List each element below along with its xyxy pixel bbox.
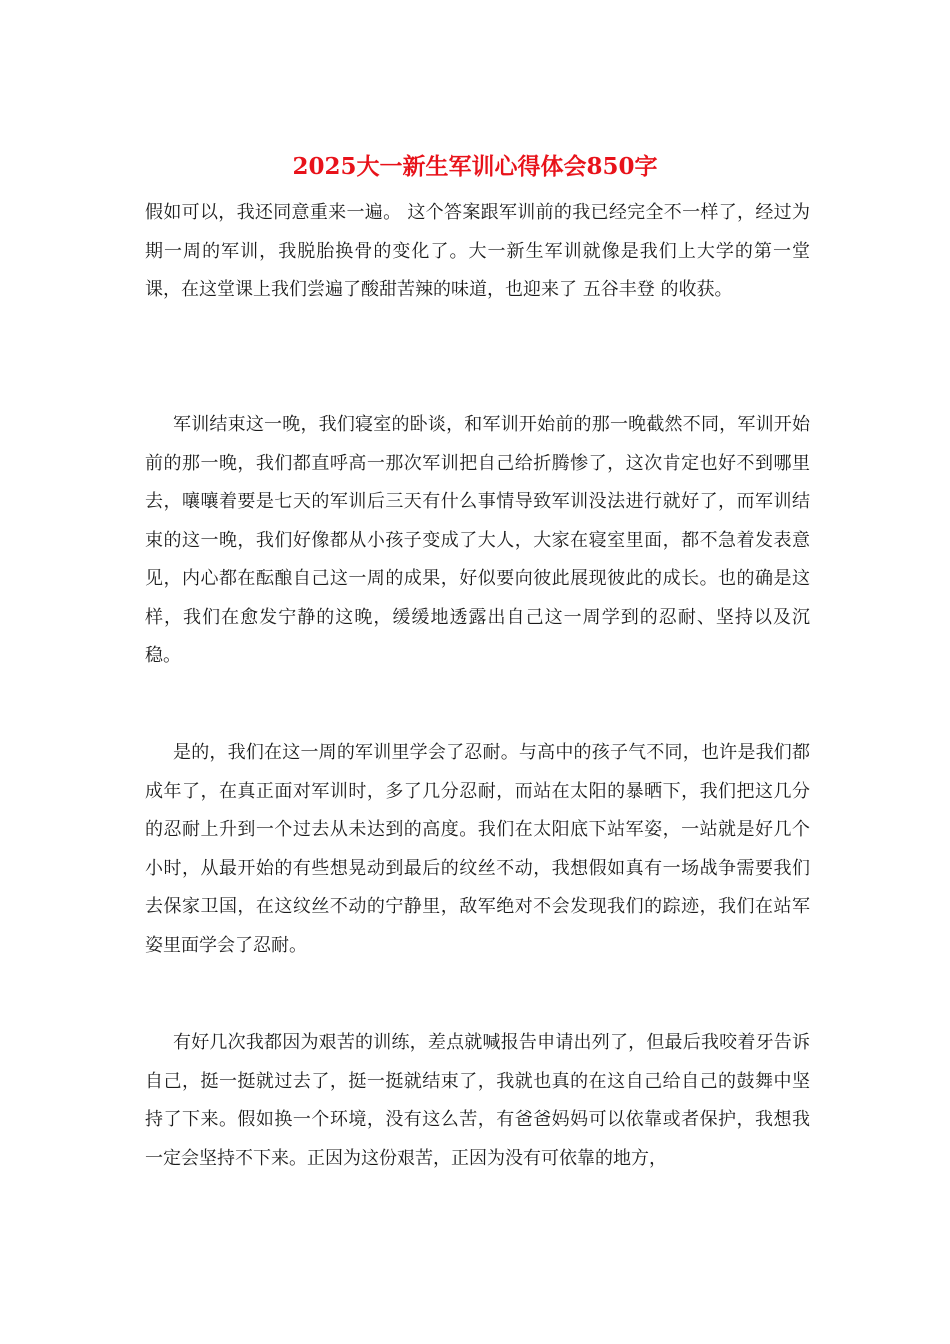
document-title: 2025大一新生军训心得体会850字 <box>292 153 658 180</box>
paragraph-3: 是的，我们在这一周的军训里学会了忍耐。与高中的孩子气不同，也许是我们都成年了，在真正面对军训时，多了几分忍耐，而站在太阳的暴晒下，我们把这几分的忍耐上升到一个过去从未达到的高度。我们在太阳底下站军姿，一站就是好几个小时，从最开始的有些想晃动到最后的纹丝不动，我想假如真有一场战争需要我们去保家卫国，在这纹丝不动的宁静里，敌军绝对不会发现我们的踪迹，我们在站军姿里面学会了忍耐。 <box>145 742 810 956</box>
paragraph-4: 有好几次我都因为艰苦的训练，差点就喊报告申请出列了，但最后我咬着牙告诉自己，挺一挺就过去了，挺一挺就结束了，我就也真的在这自己给自己的鼓舞中坚持了下来。假如换一个环境，没有这么苦，有爸爸妈妈可以依靠或者保护，我想我一定会坚持不下来。正因为这份艰苦，正因为没有可依靠的地方， <box>145 1032 810 1169</box>
paragraph-2: 军训结束这一晚，我们寝室的卧谈，和军训开始前的那一晚截然不同，军训开始前的那一晚，我们都直呼高一那次军训把自己给折腾惨了，这次肯定也好不到哪里去，嚷嚷着要是七天的军训后三天有什么事情导致军训没法进行就好了，而军训结束的这一晚，我们好像都从小孩子变成了大人，大家在寝室里面，都不急着发表意见，内心都在酝酿自己这一周的成果，好似要向彼此展现彼此的成长。也的确是这样，我们在愈发宁静的这晚，缓缓地透露出自己这一周学到的忍耐、坚持以及沉稳。 <box>145 414 810 666</box>
paragraph-1: 假如可以，我还同意重来一遍。 这个答案跟军训前的我已经完全不一样了，经过为期一周的军训，我脱胎换骨的变化了。大一新生军训就像是我们上大学的第一堂课，在这堂课上我们尝遍了酸甜苦辣的味道，也迎来了 五谷丰登 的收获。 <box>145 202 810 300</box>
